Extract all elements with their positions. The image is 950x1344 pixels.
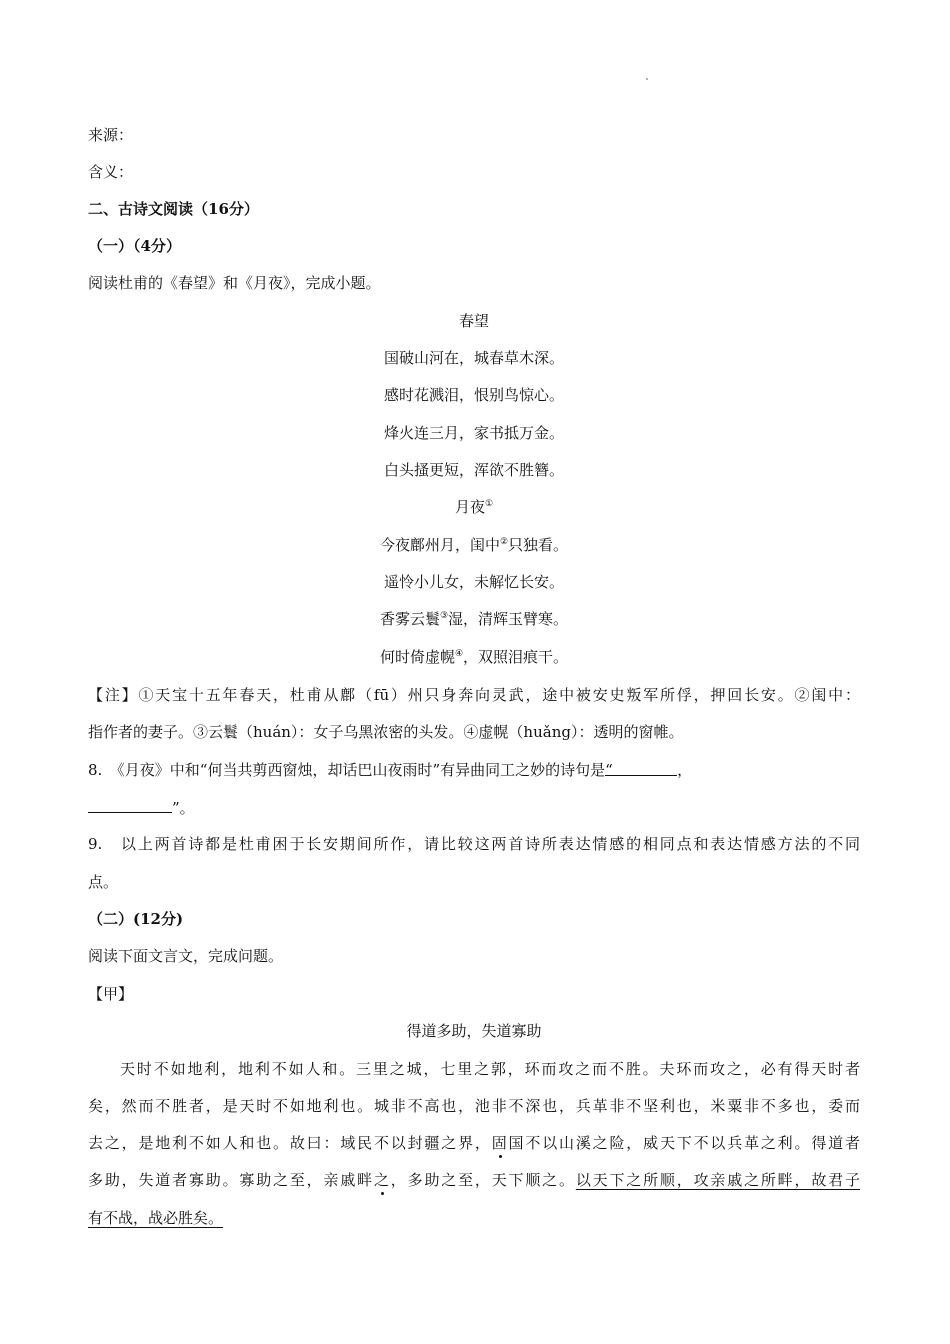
section-heading: 二、古诗文阅读（16分）	[88, 200, 259, 218]
passage-line: 去之，是地利不如人和也。故曰：域民不以封疆之界，固国不以山溪之险，威天下不以兵革之利。得道者	[88, 1134, 860, 1152]
emphasis-dot-char: 固	[491, 1134, 509, 1152]
passage-line: 多助，失道者寡助。寡助之至，亲戚畔之，多助之至，天下顺之。以天下之所顺，攻亲戚之所畔，故君子	[88, 1171, 860, 1189]
poem1-line: 感时花溅泪，恨别鸟惊心。	[383, 386, 564, 404]
answer-blank-1[interactable]: “	[605, 759, 677, 776]
part-one-intro: 阅读杜甫的《春望》和《月夜》，完成小题。	[88, 274, 381, 292]
passage-line: 天时不如地利，地利不如人和。三里之城，七里之郭，环而攻之而不胜。夫环而攻之，必有得天时者	[120, 1060, 860, 1078]
question-8: 8. 《月夜》中和“何当共剪西窗烛，却话巴山夜雨时”有异曲同工之妙的诗句是“ ，	[88, 761, 693, 779]
emphasis-dot-char: 之	[373, 1171, 391, 1189]
answer-blank-2[interactable]	[88, 796, 172, 813]
poem1-title: 春望	[458, 312, 489, 330]
question-9: 9. 以上两首诗都是杜甫困于长安期间所作，请比较这两首诗所表达情感的相同点和表达情感方法的不同	[88, 835, 860, 853]
part-two-intro: 阅读下面文言文，完成问题。	[88, 947, 284, 965]
question-9-continued: 点。	[88, 873, 119, 891]
section-marker-jia: 【甲】	[88, 985, 134, 1003]
underlined-sentence: 以天下之所顺，攻亲戚之所畔，故君子	[575, 1171, 860, 1189]
part-one-heading: （一）（4分）	[88, 237, 181, 255]
poem2-line: 今夜鄜州月，闺中②只独看。	[379, 536, 569, 554]
poem1-line: 白头搔更短，浑欲不胜簪。	[383, 461, 564, 479]
part-two-heading: （二）(12分)	[88, 910, 184, 928]
poem1-line: 烽火连三月，家书抵万金。	[383, 424, 564, 442]
decorative-dot	[646, 78, 648, 80]
poem2-line: 何时倚虚幌④，双照泪痕干。	[379, 648, 569, 666]
underlined-sentence: 有不战，战必胜矣。	[88, 1209, 224, 1227]
poem2-title: 月夜①	[454, 498, 494, 516]
note-line: 指作者的妻子。③云鬟（huán）：女子乌黑浓密的头发。④虚幌（huǎng）：透明的窗帷。	[88, 723, 684, 741]
question-8-continued: ”。	[88, 796, 195, 819]
meaning-label: 含义：	[88, 163, 134, 181]
passage-line: 矣，然而不胜者，是天时不如地利也。城非不高也，池非不深也，兵革非不坚利也，米粟非不多也，委而	[88, 1097, 860, 1115]
poem1-line: 国破山河在，城春草木深。	[383, 349, 564, 367]
poem2-line: 香雾云鬟③湿，清辉玉臂寒。	[379, 610, 569, 628]
source-label: 来源：	[88, 126, 134, 144]
passage-title: 得道多助，失道寡助	[406, 1022, 542, 1040]
passage-line	[88, 1207, 223, 1229]
note-line: 【注】①天宝十五年春天，杜甫从鄜（fū）州只身奔向灵武，途中被安史叛军所俘，押回长安。②闺中：	[88, 686, 860, 704]
poem2-line: 遥怜小儿女，未解忆长安。	[383, 573, 564, 591]
